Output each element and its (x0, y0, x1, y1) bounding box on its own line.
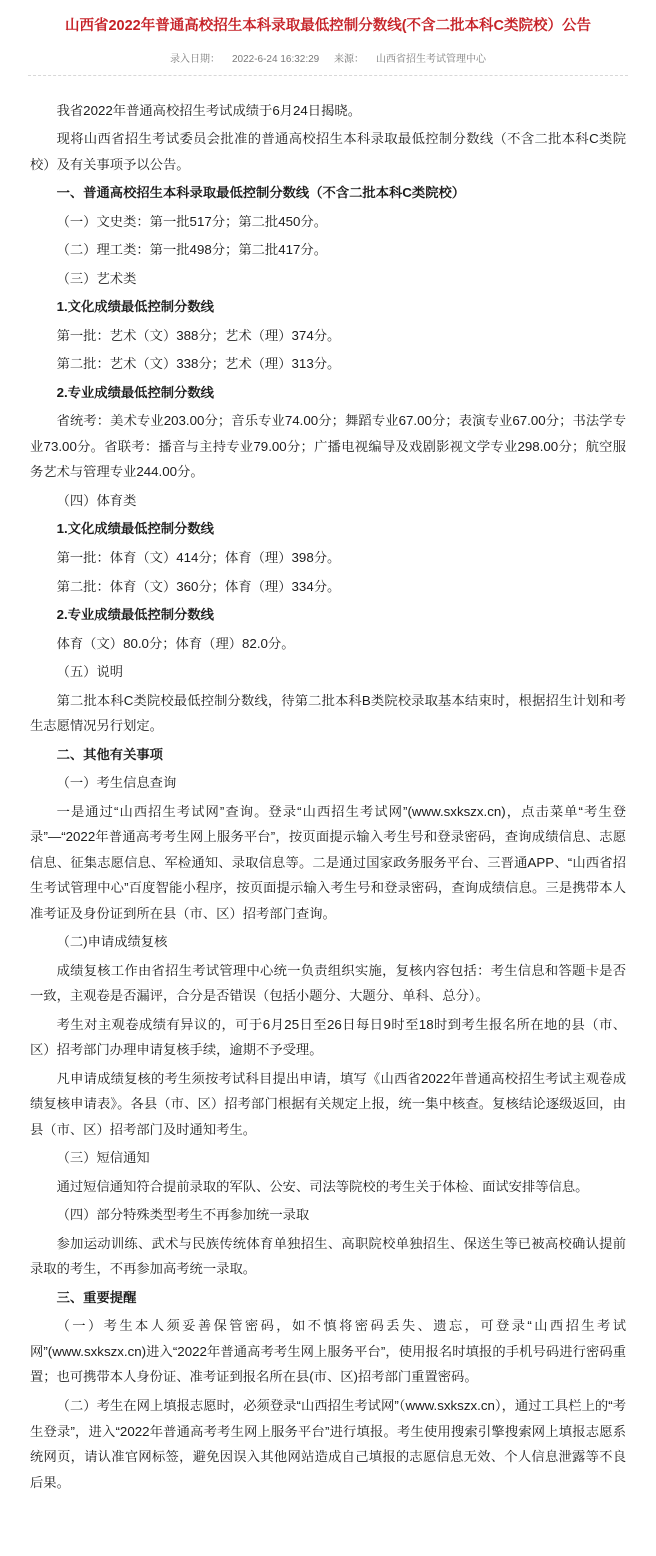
title-bar (0, 0, 656, 44)
paragraph: 凡申请成绩复核的考生须按考试科目提出申请，填写《山西省2022年普通高校招生考试主观卷成绩复核申请表》。各县（市、区）招考部门根据有关规定上报，统一集中核查。复核结论逐级返回，由县（市、区）招考部门及时通知考生。 (30, 1070, 626, 1137)
paragraph: （三）短信通知 (56, 1150, 150, 1166)
article-body (0, 98, 656, 1524)
section-heading: 二、其他有关事项 (56, 746, 163, 762)
page-title: 山西省2022年普通高校招生本科录取最低控制分数线(不含二批本科C类院校）公告 (64, 18, 592, 34)
paragraph: 省统考：美术专业203.00分；音乐专业74.00分；舞蹈专业67.00分；表演专业67.00分；书法学专业73.00分。省联考：播音与主持专业79.00分；广播电视编导及戏剧影视文学专业298.00分；航空服务艺术与管理专业244.00分。 (30, 413, 626, 480)
source-label: 来源： (334, 53, 365, 65)
paragraph: 第一批：艺术（文）388分；艺术（理）374分。 (56, 327, 341, 343)
paragraph: 通过短信通知符合提前录取的军队、公安、司法等院校的考生关于体检、面试安排等信息。 (56, 1178, 589, 1194)
entry-date-label: 录入日期： (169, 53, 220, 65)
paragraph: 第二批：艺术（文）338分；艺术（理）313分。 (56, 356, 341, 372)
paragraph: （四）部分特殊类型考生不再参加统一录取 (56, 1207, 310, 1223)
paragraph: （四）体育类 (56, 492, 137, 508)
sub-heading: 2.专业成绩最低控制分数线 (56, 384, 214, 400)
paragraph: （二）考生在网上填报志愿时，必须登录“山西招生考试网”（www.sxkszx.cn），通过工具栏上的“考生登录”，进入“2022年普通高考考生网上服务平台”进行填报。考生使用搜索引擎搜索网上填报志愿系统网页，请认准官网标签，避免因误入其他网站造成自己填报的志愿信息无效、个人信息泄露等不良后果。 (30, 1397, 626, 1490)
paragraph: 考生对主观卷成绩有异议的，可于6月25日至26日每日9时至18时到考生报名所在地的县（市、区）招考部门办理申请复核手续，逾期不予受理。 (30, 1016, 626, 1058)
source-value: 山西省招生考试管理中心 (376, 53, 487, 65)
header-divider (28, 75, 628, 76)
entry-date-value: 2022-6-24 16:32:29 (231, 53, 320, 65)
document-meta (0, 44, 656, 75)
sub-heading: 1.文化成绩最低控制分数线 (56, 521, 214, 537)
paragraph: 现将山西省招生考试委员会批准的普通高校招生本科录取最低控制分数线（不含二批本科C类院校）及有关事项予以公告。 (30, 131, 626, 172)
paragraph: （二）理工类：第一批498分；第二批417分。 (56, 242, 328, 258)
section-heading: 一、普通高校招生本科录取最低控制分数线（不含二批本科C类院校） (56, 185, 466, 201)
paragraph: 第一批：体育（文）414分；体育（理）398分。 (56, 550, 341, 565)
paragraph: （一）考生信息查询 (56, 775, 177, 791)
paragraph: （三）艺术类 (56, 270, 137, 286)
paragraph: 一是通过“山西招生考试网”查询。登录“山西招生考试网”(www.sxkszx.cn)，点击菜单“考生登录”—“2022年普通高考考生网上服务平台”，按页面提示输入考生号和登录密码，查询成绩信息、志愿信息、征集志愿信息、军检通知、录取信息等。二是通过国家政务服务平台、三晋通APP、“山西省招生考试管理中心”百度智能小程序，按页面提示输入考生号和登录密码，查询成绩信息。三是携带本人准考证及身份证到所在县（市、区）招考部门查询。 (30, 803, 626, 921)
paragraph: （一）文史类：第一批517分；第二批450分。 (56, 213, 328, 229)
paragraph: （五）说明 (56, 664, 124, 680)
paragraph: 第二批：体育（文）360分；体育（理）334分。 (56, 578, 341, 594)
paragraph: 我省2022年普通高校招生考试成绩于6月24日揭晓。 (56, 102, 361, 118)
paragraph: 第二批本科C类院校最低控制分数线，待第二批本科B类院校录取基本结束时，根据招生计划和考生志愿情况另行划定。 (30, 692, 626, 734)
paragraph: 成绩复核工作由省招生考试管理中心统一负责组织实施，复核内容包括：考生信息和答题卡是否一致，主观卷是否漏评，合分是否错误（包括小题分、大题分、单科、总分）。 (30, 962, 626, 1004)
paragraph: 体育（文）80.0分；体育（理）82.0分。 (56, 635, 295, 651)
paragraph: 参加运动训练、武术与民族传统体育单独招生、高职院校单独招生、保送生等已被高校确认提前录取的考生，不再参加高考统一录取。 (30, 1235, 626, 1277)
paragraph: （一）考生本人须妥善保管密码，如不慎将密码丢失、遗忘，可登录“山西招生考试网”(www.sxkszx.cn)进入“2022年普通高考考生网上服务平台”，使用报名时填报的手机号码进行密码重置；也可携带本人身份证、准考证到报名所在县(市、区)招考部门重置密码。 (30, 1318, 626, 1385)
paragraph: （二)申请成绩复核 (56, 934, 168, 950)
sub-heading: 1.文化成绩最低控制分数线 (56, 299, 214, 315)
sub-heading: 2.专业成绩最低控制分数线 (56, 607, 214, 623)
section-heading: 三、重要提醒 (56, 1289, 137, 1305)
